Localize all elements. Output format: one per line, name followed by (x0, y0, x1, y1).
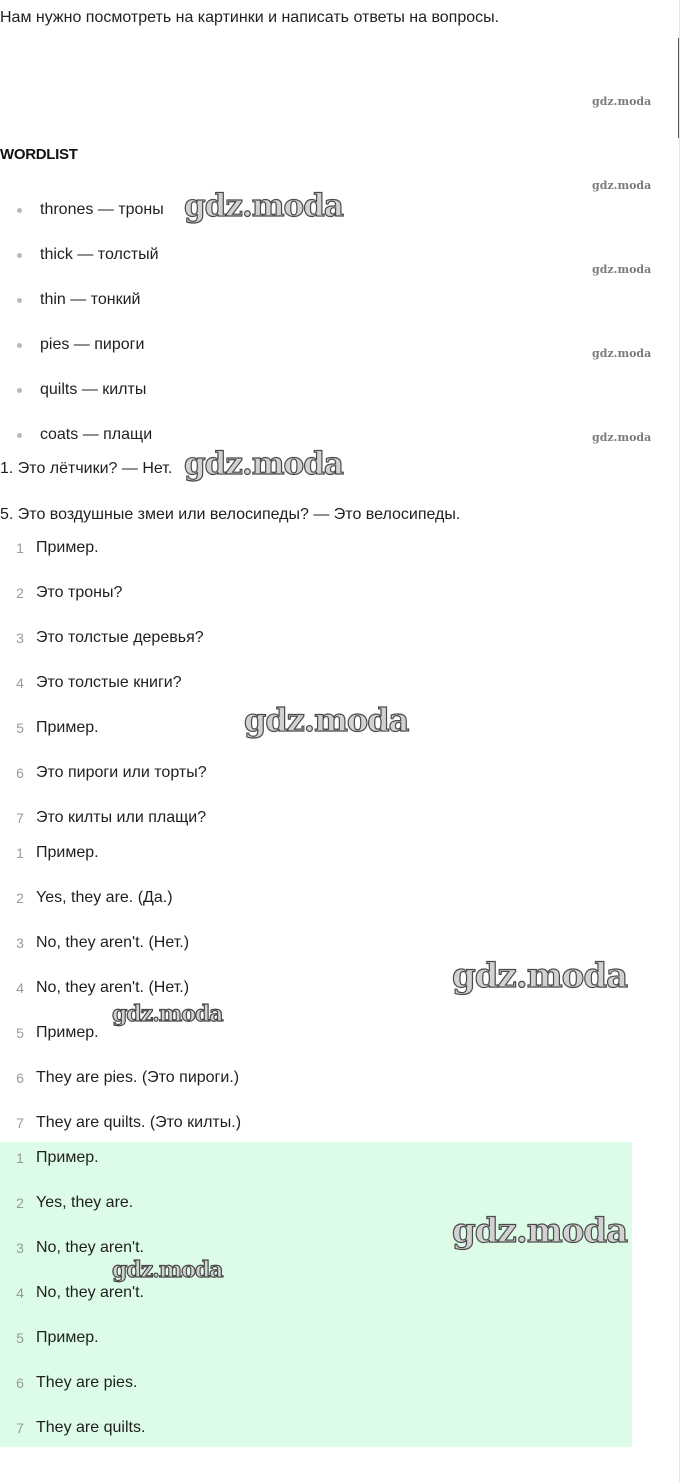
item-text: Это толстые деревья? (36, 629, 204, 646)
item-text: Yes, they are. (36, 1194, 134, 1211)
watermark-large: gdz.moda (452, 1211, 628, 1251)
item-number: 5 (16, 1330, 24, 1346)
item-text: Это толстые книги? (36, 674, 182, 691)
item-number: 6 (16, 1375, 24, 1391)
bullet-icon (17, 298, 22, 303)
item-number: 6 (16, 1070, 24, 1086)
list-item (0, 763, 600, 787)
list-item-text: pies — пироги (40, 336, 145, 353)
scrollbar-thumb[interactable] (678, 38, 679, 138)
item-text: Пример. (36, 1024, 99, 1041)
item-number: 4 (16, 675, 24, 691)
list-item (0, 1373, 600, 1397)
intro-text: Нам нужно посмотреть на картинки и написать ответы на вопросы. (0, 9, 500, 26)
watermark-small: gdz.moda (592, 179, 652, 192)
watermark-small: gdz.moda (592, 95, 652, 108)
list-item (0, 1328, 600, 1352)
list-item (0, 673, 600, 697)
answer-line-1: 1. Это лётчики? — Нет. (0, 460, 173, 477)
item-number: 1 (16, 540, 24, 556)
list-item (0, 888, 600, 912)
item-number: 2 (16, 890, 24, 906)
bullet-icon (17, 388, 22, 393)
item-number: 3 (16, 935, 24, 951)
watermark-large: gdz.moda (452, 956, 628, 996)
item-text: Yes, they are. (Да.) (36, 889, 173, 906)
item-number: 3 (16, 630, 24, 646)
item-text: Это килты или плащи? (36, 809, 207, 826)
watermark-large: gdz.moda (112, 1001, 223, 1027)
item-text: Пример. (36, 719, 99, 736)
item-text: Это троны? (36, 584, 123, 601)
list-item (0, 1068, 600, 1092)
item-text: No, they aren't. (Нет.) (36, 934, 190, 951)
list-item-text: thrones — троны (40, 201, 164, 218)
item-number: 4 (16, 980, 24, 996)
list-item (0, 1023, 600, 1047)
list-item (0, 1283, 600, 1307)
item-number: 5 (16, 1025, 24, 1041)
item-text: They are pies. (36, 1374, 138, 1391)
item-number: 4 (16, 1285, 24, 1301)
item-text: No, they aren't. (36, 1284, 144, 1301)
list-item (0, 1418, 600, 1442)
answer-line-5: 5. Это воздушные змеи или велосипеды? — Это велосипеды. (0, 506, 461, 523)
watermark-small: gdz.moda (592, 431, 652, 444)
list-item-text: quilts — килты (40, 381, 147, 398)
wordlist-heading: WORDLIST (0, 146, 78, 163)
item-text: They are pies. (Это пироги.) (36, 1069, 240, 1086)
item-text: No, they aren't. (36, 1239, 144, 1256)
watermark-large: gdz.moda (184, 188, 343, 224)
item-text: They are quilts. (36, 1419, 146, 1436)
item-number: 7 (16, 1115, 24, 1131)
item-number: 6 (16, 765, 24, 781)
item-text: They are quilts. (Это килты.) (36, 1114, 242, 1131)
item-number: 1 (16, 845, 24, 861)
watermark-small: gdz.moda (592, 347, 652, 360)
item-text: Пример. (36, 844, 99, 861)
list-item (0, 583, 600, 607)
item-text: Пример. (36, 539, 99, 556)
list-item (0, 808, 600, 832)
watermark-large: gdz.moda (184, 446, 343, 482)
list-item (0, 538, 600, 562)
list-item-text: coats — плащи (40, 426, 153, 443)
watermark-large: gdz.moda (244, 701, 409, 739)
item-number: 5 (16, 720, 24, 736)
bullet-icon (17, 343, 22, 348)
list-item-text: thick — толстый (40, 246, 159, 263)
bullet-icon (17, 433, 22, 438)
item-number: 3 (16, 1240, 24, 1256)
list-item-text: thin — тонкий (40, 291, 141, 308)
item-number: 1 (16, 1150, 24, 1166)
watermark-small: gdz.moda (592, 263, 652, 276)
item-number: 7 (16, 1420, 24, 1436)
list-item (0, 1148, 600, 1172)
bullet-icon (17, 208, 22, 213)
list-item (0, 933, 600, 957)
item-number: 7 (16, 810, 24, 826)
list-item (0, 628, 600, 652)
list-item (0, 843, 600, 867)
item-number: 2 (16, 585, 24, 601)
item-text: Пример. (36, 1329, 99, 1346)
list-item (0, 1113, 600, 1137)
item-number: 2 (16, 1195, 24, 1211)
item-text: Пример. (36, 1149, 99, 1166)
item-text: No, they aren't. (Нет.) (36, 979, 190, 996)
bullet-icon (17, 253, 22, 258)
watermark-large: gdz.moda (112, 1257, 223, 1283)
item-text: Это пироги или торты? (36, 764, 207, 781)
